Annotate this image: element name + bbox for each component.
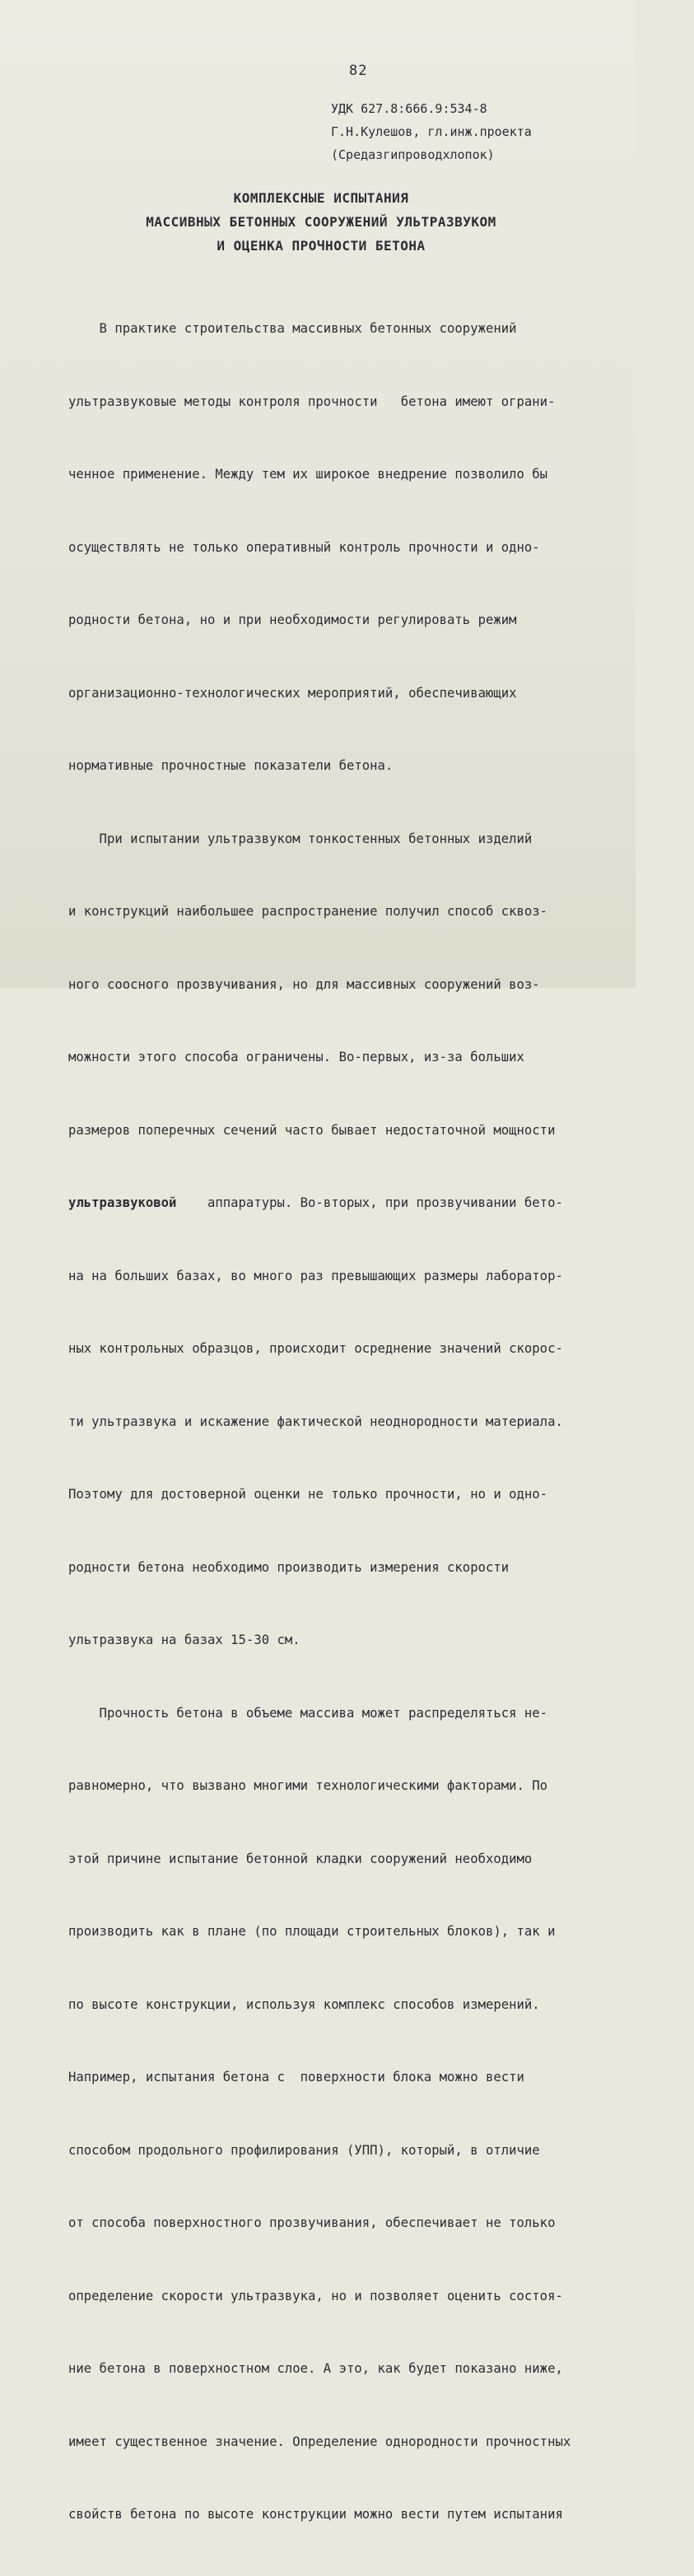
- udc-code: УДК 627.8:666.9:534-8: [331, 101, 487, 116]
- article-body: [68, 268, 694, 2576]
- body-line: равномерно, что вызвано многими технологическими факторами. По: [68, 1778, 548, 1793]
- title-line-3: И ОЦЕНКА ПРОЧНОСТИ БЕТОНА: [217, 238, 426, 254]
- body-line: производить как в плане (по площади строительных блоков), так и: [68, 1924, 556, 1939]
- title-line-1: КОМПЛЕКСНЫЕ ИСПЫТАНИЯ: [233, 190, 409, 206]
- body-line: имеет существенное значение. Определение однородности прочностных: [68, 2434, 571, 2449]
- body-line: ультразвука на базах 15-30 см.: [68, 1633, 300, 1647]
- organization-line: (Средазгипроводхлопок): [331, 147, 495, 162]
- body-line: от способа поверхностного прозвучивания, обеспечивает не только: [68, 2215, 556, 2230]
- body-line: ние бетона в поверхностном слое. А это, как будет показано ниже,: [68, 2361, 563, 2376]
- article-meta: [331, 97, 532, 166]
- body-line: Прочность бетона в объеме массива может распределяться не-: [68, 1705, 548, 1721]
- body-line: организационно-технологических мероприятий, обеспечивающих: [68, 685, 517, 701]
- body-line: родности бетона необходимо производить измерения скорости: [68, 1559, 510, 1575]
- body-line: определение скорости ультразвука, но и позволяет оценить состоя-: [68, 2288, 563, 2303]
- body-line: размеров поперечных сечений часто бывает недостаточной мощности: [68, 1122, 556, 1138]
- body-line: ультразвуковые методы контроля прочности бетона имеют ограни-: [68, 394, 556, 409]
- body-line: [68, 1191, 694, 1216]
- page-number: 82: [349, 63, 368, 79]
- body-line: свойств бетона по высоте конструкции можно вести путем испытания: [68, 2507, 563, 2522]
- body-line: ченное применение. Между тем их широкое внедрение позволило бы: [68, 467, 548, 482]
- body-line: В практике строительства массивных бетонных сооружений: [68, 321, 517, 336]
- body-line-rest: аппаратуры. Во-вторых, при прозвучивании бето-: [176, 1195, 563, 1210]
- author-line: Г.Н.Кулешов, гл.инж.проекта: [331, 124, 532, 139]
- body-line: родности бетона, но и при необходимости регулировать режим: [68, 613, 517, 627]
- body-line: осуществлять не только оперативный контроль прочности и одно-: [68, 539, 540, 555]
- body-line: При испытании ультразвуком тонкостенных бетонных изделий: [68, 831, 533, 846]
- body-line: ного соосного прозвучивания, но для массивных сооружений воз-: [68, 976, 540, 992]
- body-line: и конструкций наибольшее распространение получил способ сквоз-: [68, 904, 548, 919]
- body-line: ных контрольных образцов, происходит осреднение значений скорос-: [68, 1341, 563, 1356]
- body-line: на на больших базах, во много раз превышающих размеры лаборатор-: [68, 1268, 563, 1283]
- body-line: способом продольного профилирования (УПП), который, в отличие: [68, 2142, 540, 2158]
- title-line-2: МАССИВНЫХ БЕТОННЫХ СООРУЖЕНИЙ УЛЬТРАЗВУКОМ: [146, 214, 496, 230]
- body-line: ти ультразвука и искажение фактической неоднородности материала.: [68, 1414, 563, 1429]
- body-line: можности этого способа ограничены. Во-первых, из-за больших: [68, 1050, 524, 1064]
- body-line: Например, испытания бетона с поверхности блока можно вести: [68, 2070, 524, 2085]
- body-line: этой причине испытание бетонной кладки сооружений необходимо: [68, 1851, 533, 1866]
- article-title: [99, 186, 543, 258]
- body-line: нормативные прочностные показатели бетона.: [68, 758, 394, 773]
- bold-term: ультразвуковой: [68, 1195, 177, 1210]
- body-line: по высоте конструкции, используя комплекс способов измерений.: [68, 1996, 540, 2012]
- body-line: Поэтому для достоверной оценки не только прочности, но и одно-: [68, 1487, 548, 1502]
